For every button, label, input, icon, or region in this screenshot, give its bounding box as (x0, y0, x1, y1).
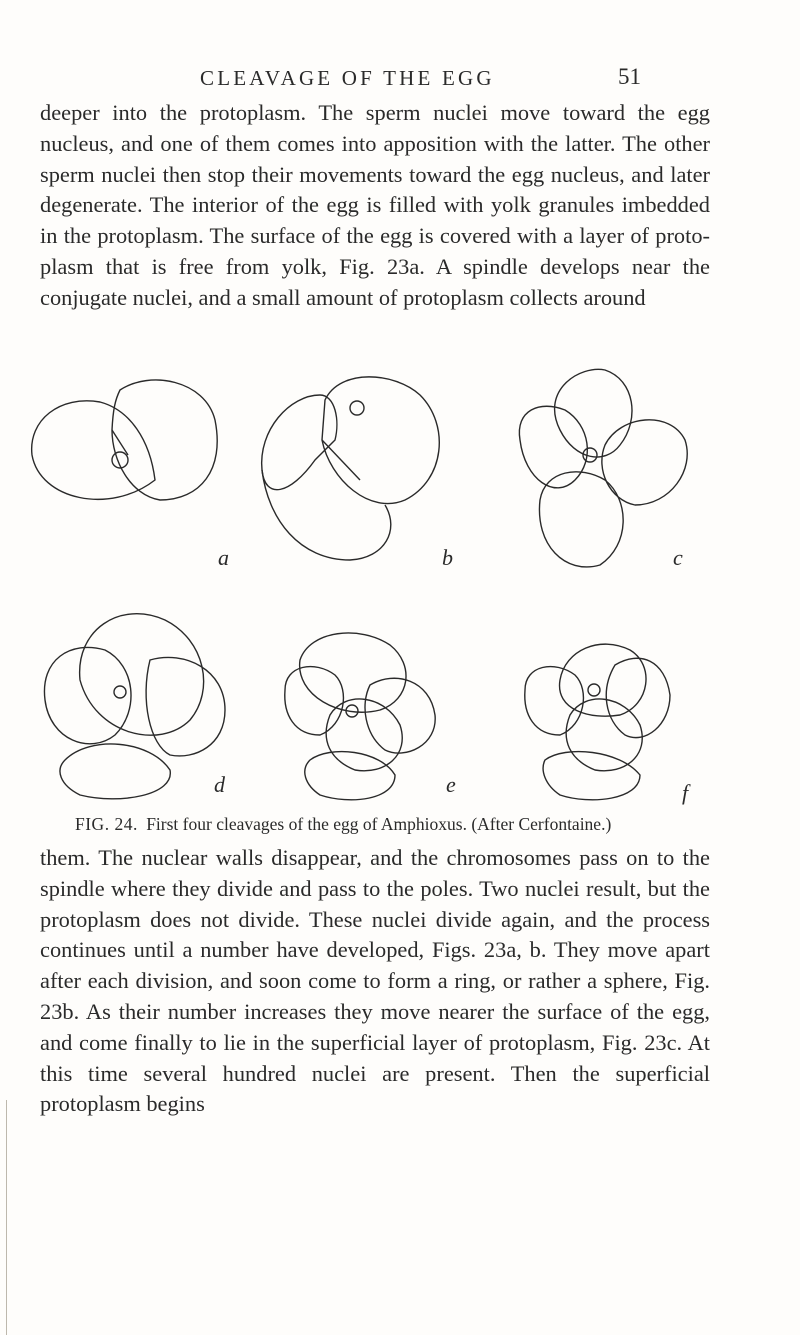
figure-24 (0, 360, 800, 810)
panel-e-drawing (285, 633, 435, 800)
panel-letter-c: c (673, 545, 683, 570)
scan-edge-line (6, 1100, 7, 1335)
panel-letter-e: e (446, 772, 456, 797)
panel-d-drawing (44, 614, 225, 799)
panel-letter-f: f (682, 780, 689, 805)
paragraph-1: deeper into the protoplasm. The sperm nuclei move toward the egg nucleus, and one of them comes into apposition with the latter. The other sperm nuclei then stop their movements toward the egg nucleus, and later degenerate. The interior of the egg is filled with yolk granules imbedded in the protoplasm. The surface of the egg is covered with a layer of protoplasm that is free from yolk, Fig. 23a. A spindle develops near the conjugate nuclei, and a small amount of protoplasm collects around (40, 100, 710, 310)
panel-a-drawing (32, 380, 218, 500)
panel-b-drawing (262, 377, 440, 560)
panel-letter-d: d (214, 772, 225, 797)
panel-c-drawing (519, 369, 687, 567)
cleavage-illustration (0, 360, 800, 810)
panel-f-drawing (525, 644, 670, 800)
running-head: CLEAVAGE OF THE EGG (200, 66, 495, 90)
figure-caption (75, 812, 715, 836)
figure-caption-text: First four cleavages of the egg of Amphioxus. (After Cerfontaine.) (146, 814, 612, 834)
page-number: 51 (618, 64, 641, 89)
paragraph-2: them. The nuclear walls disappear, and the chromosomes pass on to the spindle where they divide and pass to the poles. Two nuclei result, but the protoplasm does not divide. These nuclei divide again, and the process continues until a number have developed, Figs. 23a, b. They move apart after each division, and soon come to form a ring, or rather a sphere, Fig. 23b. As their number increases they move nearer the surface of the egg, and come finally to lie in the superficial layer of protoplasm, Fig. 23c. At this time several hundred nuclei are present. Then the superficial protoplasm begins (40, 845, 710, 1117)
panel-letter-b: b (442, 545, 453, 570)
page-header (0, 66, 800, 96)
panel-letter-a: a (218, 545, 229, 570)
figure-label: FIG. 24. (75, 814, 138, 834)
